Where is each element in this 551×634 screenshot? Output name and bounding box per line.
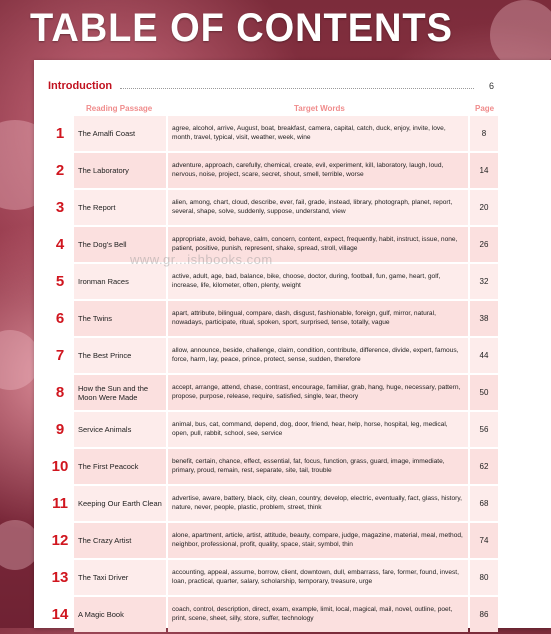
lesson-number: 13 [51, 569, 69, 586]
reading-passage-title: The Report [74, 190, 166, 225]
page-number: 80 [470, 560, 498, 595]
table-row[interactable] [48, 597, 500, 632]
table-row[interactable] [48, 560, 500, 595]
page-number: 38 [470, 301, 498, 336]
target-words: animal, bus, cat, command, depend, dog, door, friend, hear, help, horse, hospital, leg, medical, open, pull, rabbit, school, see, service [168, 412, 468, 447]
table-row[interactable] [48, 523, 500, 558]
lesson-number: 3 [55, 199, 65, 216]
table-row[interactable] [48, 153, 500, 188]
target-words: benefit, certain, chance, effect, essential, fat, focus, function, grass, guard, image, immediate, primary, proud, remain, rest, separate, site, tail, trouble [168, 449, 468, 484]
target-words: appropriate, avoid, behave, calm, concern, content, expect, frequently, habit, instruct, issue, none, patient, positive, punish, represent, shake, spread, stroll, village [168, 227, 468, 262]
watermark-text: www.gr...ishbooks.com [130, 252, 273, 267]
target-words: allow, announce, beside, challenge, claim, condition, contribute, difference, divide, expert, famous, force, harm, lay, peace, prince, protect, sense, sudden, therefore [168, 338, 468, 373]
header-reading-passage: Reading Passage [86, 104, 153, 113]
page-number: 20 [470, 190, 498, 225]
page-number: 56 [470, 412, 498, 447]
lesson-number: 7 [55, 347, 65, 364]
table-row[interactable] [48, 227, 500, 262]
table-row[interactable] [48, 190, 500, 225]
page-number: 44 [470, 338, 498, 373]
reading-passage-title: How the Sun and the Moon Were Made [74, 375, 166, 410]
target-words: agree, alcohol, arrive, August, boat, breakfast, camera, capital, catch, duck, enjoy, invite, love, month, travel, typical, visit, weather, week, wine [168, 116, 468, 151]
intro-page-number: 6 [488, 81, 494, 91]
reading-passage-title: The Amalfi Coast [74, 116, 166, 151]
reading-passage-title: Service Animals [74, 412, 166, 447]
target-words: alone, apartment, article, artist, attitude, beauty, compare, judge, magazine, material, meal, method, neighbor, professional, profit, quality, space, stair, symbol, thin [168, 523, 468, 558]
target-words: accounting, appeal, assume, borrow, client, downtown, dull, embarrass, fare, former, found, invest, loan, practical, quarter, salary, scholarship, temporary, treasure, urge [168, 560, 468, 595]
table-row[interactable] [48, 412, 500, 447]
reading-passage-title: The Crazy Artist [74, 523, 166, 558]
table-row[interactable] [48, 375, 500, 410]
lesson-number: 9 [55, 421, 65, 438]
lesson-number: 11 [52, 495, 68, 512]
reading-passage-title: The Laboratory [74, 153, 166, 188]
lesson-number: 2 [55, 162, 65, 179]
target-words: adventure, approach, carefully, chemical, create, evil, experiment, kill, laboratory, laugh, loud, nervous, noise, project, scare, secret, shout, smell, terrible, worse [168, 153, 468, 188]
target-words: accept, arrange, attend, chase, contrast, encourage, familiar, grab, hang, huge, necessary, pattern, propose, purpose, release, require, satisfied, single, tear, theory [168, 375, 468, 410]
lesson-number: 10 [51, 458, 69, 475]
lesson-number: 6 [55, 310, 65, 327]
reading-passage-title: The Taxi Driver [74, 560, 166, 595]
reading-passage-title: Ironman Races [74, 264, 166, 299]
page-number: 68 [470, 486, 498, 521]
reading-passage-title: The Twins [74, 301, 166, 336]
reading-passage-title: The Best Prince [74, 338, 166, 373]
lesson-number: 4 [55, 236, 65, 253]
page-number: 86 [470, 597, 498, 632]
reading-passage-title: The Dog's Bell [74, 227, 166, 262]
lesson-number: 14 [51, 606, 69, 623]
page-number: 50 [470, 375, 498, 410]
target-words: advertise, aware, battery, black, city, clean, country, develop, electric, eventually, fact, glass, history, nature, never, people, plastic, problem, street, think [168, 486, 468, 521]
intro-row[interactable] [48, 78, 494, 94]
target-words: active, adult, age, bad, balance, bike, choose, doctor, during, football, fun, game, heart, golf, increase, life, kilometer, often, plenty, weight [168, 264, 468, 299]
table-row[interactable] [48, 338, 500, 373]
page-number: 26 [470, 227, 498, 262]
reading-passage-title: The First Peacock [74, 449, 166, 484]
table-row[interactable] [48, 301, 500, 336]
contents-table [34, 60, 551, 628]
table-row[interactable] [48, 486, 500, 521]
header-page: Page [475, 104, 495, 113]
reading-passage-title: A Magic Book [74, 597, 166, 632]
header-target-words: Target Words [294, 104, 345, 113]
lesson-number: 12 [51, 532, 69, 549]
page-number: 74 [470, 523, 498, 558]
intro-label: Introduction [48, 80, 113, 92]
lesson-number: 5 [55, 273, 65, 290]
leader-dots [120, 88, 474, 89]
target-words: alien, among, chart, cloud, describe, ever, fail, grade, instead, library, photograph, planet, report, several, shape, solve, suddenly, suppose, understand, view [168, 190, 468, 225]
lesson-number: 8 [55, 384, 65, 401]
page-number: 32 [470, 264, 498, 299]
table-row[interactable] [48, 449, 500, 484]
page-number: 14 [470, 153, 498, 188]
reading-passage-title: Keeping Our Earth Clean [74, 486, 166, 521]
page-number: 8 [470, 116, 498, 151]
table-row[interactable] [48, 264, 500, 299]
table-row[interactable] [48, 116, 500, 151]
target-words: coach, control, description, direct, exam, example, limit, local, magical, mail, novel, outline, poet, print, scene, sheet, silly, store, suffer, technology [168, 597, 468, 632]
page-title: TABLE OF CONTENTS [30, 6, 453, 50]
page-number: 62 [470, 449, 498, 484]
lesson-number: 1 [55, 125, 65, 142]
target-words: apart, attribute, bilingual, compare, dash, disgust, fashionable, foreign, gulf, mirror, natural, nowadays, participate, ritual, spoken, sport, surprised, tense, totally, vague [168, 301, 468, 336]
contents-rows [48, 116, 500, 634]
